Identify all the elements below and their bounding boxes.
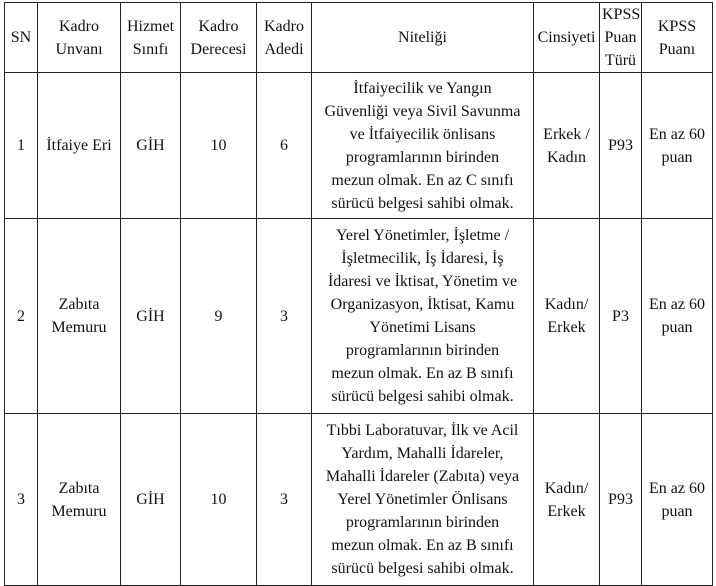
header-kpss-puani-line: Puanı [658, 40, 696, 58]
puan-line: puan [661, 502, 693, 520]
nitelik-line: programlarının birinden [345, 342, 500, 359]
puan-line: puan [661, 319, 693, 336]
cell-adet: 3 [257, 414, 312, 586]
cell-puan [642, 219, 713, 414]
cell-sinif: GİH [121, 73, 181, 219]
nitelik-line: ve İtfaiyecilik önlisans [349, 125, 496, 143]
nitelik-line: sürücü belgesi sahibi olmak. [331, 388, 514, 405]
nitelik-line: Güvenliği veya Sivil Savunma [324, 102, 521, 120]
header-row [5, 3, 713, 73]
cell-sinif: GİH [121, 219, 181, 414]
puan-line: En az 60 [649, 125, 705, 143]
nitelik-line: Yerel Yönetimler, İşletme / [335, 227, 510, 244]
nitelik-line: İdaresi ve İktisat, Yönetim ve [327, 273, 518, 290]
header-hizmet-sinifi-line: Hizmet [126, 17, 175, 35]
header-kadro-unvani [38, 3, 121, 73]
header-hizmet-sinifi-line: Sınıfı [132, 40, 169, 58]
cell-derece: 10 [181, 73, 257, 219]
cell-adet: 3 [257, 219, 312, 414]
header-kadro-adedi-line: Kadro [264, 17, 304, 35]
cell-puan-turu: P93 [600, 414, 642, 586]
puan-line: En az 60 [649, 479, 705, 497]
kadro-table [4, 2, 713, 586]
table-wrapper [4, 2, 713, 586]
nitelik-line: programlarının birinden [345, 514, 500, 531]
cell-unvan-line: Memuru [51, 502, 107, 520]
nitelik-line: İtfaiyecilik ve Yangın [353, 79, 492, 97]
cell-cinsiyet [534, 73, 600, 219]
header-hizmet-sinifi [121, 3, 181, 73]
cinsiyet-line: Kadın [546, 148, 587, 166]
nitelik-line: Tıbbi Laboratuvar, İlk ve Acil [326, 422, 519, 439]
nitelik-line: Yerel Yönetimler Önlisans [337, 491, 508, 508]
cinsiyet-line: Kadın/ [544, 479, 589, 497]
cell-nitelik [312, 73, 534, 219]
nitelik-line: programlarının birinden [345, 148, 500, 166]
header-kpss-puan-turu-line: Puan [604, 29, 637, 46]
puan-line: puan [661, 148, 693, 166]
cell-adet: 6 [257, 73, 312, 219]
header-kadro-unvani-line: Kadro [59, 17, 99, 35]
cell-sn: 3 [5, 414, 38, 586]
cell-unvan-line: Memuru [51, 319, 107, 336]
cell-nitelik [312, 219, 534, 414]
header-kadro-adedi-line: Adedi [264, 40, 304, 58]
cell-unvan-line: Zabıta [58, 479, 100, 497]
cell-cinsiyet [534, 414, 600, 586]
cell-unvan [38, 219, 121, 414]
cell-derece: 9 [181, 219, 257, 414]
header-kpss-puan-turu [600, 3, 642, 73]
cell-derece: 10 [181, 414, 257, 586]
cell-nitelik [312, 414, 534, 586]
puan-line: En az 60 [649, 296, 705, 313]
header-sn: SN [5, 3, 38, 73]
cell-unvan [38, 414, 121, 586]
header-kpss-puan-turu-line: KPSS [602, 6, 641, 23]
table-row [5, 414, 713, 586]
cell-cinsiyet [534, 219, 600, 414]
nitelik-line: mezun olmak. En az C sınıfı [331, 171, 514, 189]
header-niteligi: Niteliği [312, 3, 534, 73]
header-cinsiyeti: Cinsiyeti [534, 3, 600, 73]
cinsiyet-line: Erkek [547, 319, 586, 336]
cell-sn: 2 [5, 219, 38, 414]
header-kpss-puan-turu-line: Türü [604, 52, 637, 69]
cell-sn: 1 [5, 73, 38, 219]
table-row [5, 73, 713, 219]
nitelik-line: Yardım, Mahalli İdareler, [341, 445, 504, 462]
header-kadro-adedi [257, 3, 312, 73]
cell-unvan [38, 73, 121, 219]
cinsiyet-line: Kadın/ [544, 296, 589, 313]
cinsiyet-line: Erkek [547, 502, 586, 520]
table-row [5, 219, 713, 414]
header-kadro-derecesi-line: Kadro [198, 17, 239, 35]
cell-puan-turu: P3 [600, 219, 642, 414]
nitelik-line: Organizasyon, İktisat, Kamu [330, 296, 515, 313]
nitelik-line: sürücü belgesi sahibi olmak. [331, 194, 514, 212]
header-kadro-derecesi-line: Derecesi [190, 40, 247, 58]
cell-puan-turu: P93 [600, 73, 642, 219]
nitelik-line: Mahalli İdareler (Zabıta) veya [325, 468, 520, 485]
cell-puan [642, 414, 713, 586]
nitelik-line: mezun olmak. En az B sınıfı [331, 537, 514, 554]
cell-sinif: GİH [121, 414, 181, 586]
nitelik-line: İşletmecilik, İş İdaresi, İş [341, 250, 504, 267]
nitelik-line: mezun olmak. En az B sınıfı [331, 365, 514, 382]
nitelik-line: Yönetimi Lisans [369, 319, 476, 336]
header-kpss-puani [642, 3, 713, 73]
nitelik-line: sürücü belgesi sahibi olmak. [331, 560, 514, 577]
cinsiyet-line: Erkek / [543, 125, 590, 143]
header-kpss-puani-line: KPSS [657, 17, 697, 35]
cell-unvan-line: Zabıta [58, 296, 100, 313]
header-kadro-derecesi [181, 3, 257, 73]
cell-puan [642, 73, 713, 219]
cell-unvan-line: İtfaiye Eri [46, 137, 112, 154]
header-kadro-unvani-line: Unvanı [55, 40, 103, 58]
